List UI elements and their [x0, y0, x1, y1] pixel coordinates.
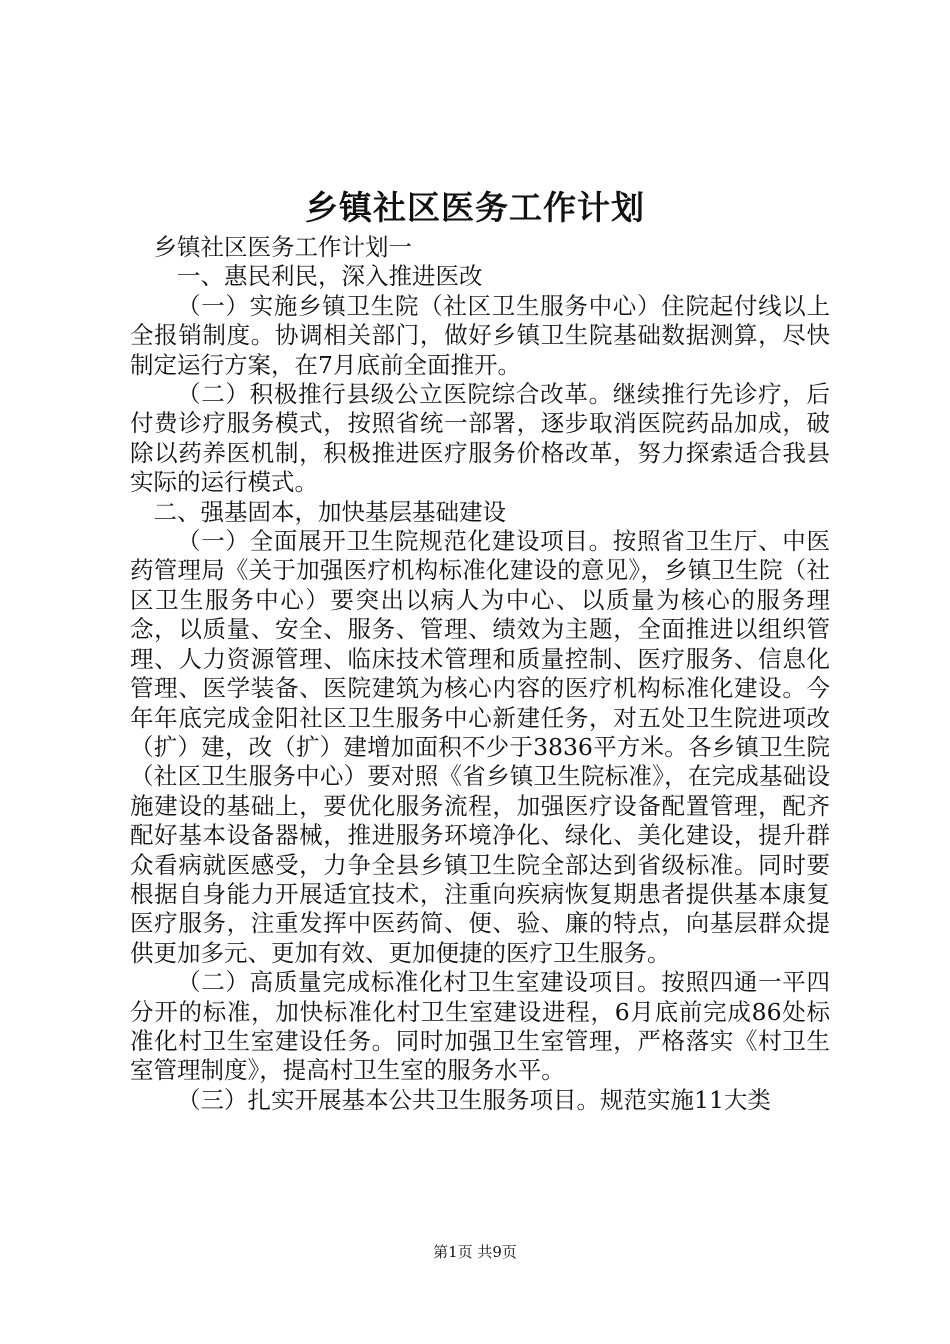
paragraph: （二）积极推行县级公立医院综合改革。继续推行先诊疗，后付费诊疗服务模式，按照省统一部署，逐步取消医院药品加成，破除以药养医机制，积极推进医疗服务价格改革，努力探索适合我县实际的运行模式。 [130, 380, 830, 497]
section-heading-1: 一、惠民利民，深入推进医改 [177, 262, 483, 291]
paragraph: （一）全面展开卫生院规范化建设项目。按照省卫生厅、中医药管理局《关于加强医疗机构标准化建设的意见》，乡镇卫生院（社区卫生服务中心）要突出以病人为中心、以质量为核心的服务理念，以质量、安全、服务、管理、绩效为主题，全面推进以组织管理、人力资源管理、临床技术管理和质量控制、医疗服务、信息化管理、医学装备、医院建筑为核心内容的医疗机构标准化建设。今年年底完成金阳社区卫生服务中心新建任务，对五处卫生院进项改（扩）建，改（扩）建增加面积不少于3836平方米。各乡镇卫生院（社区卫生服务中心）要对照《省乡镇卫生院标准》，在完成基础设施建设的基础上，要优化服务流程，加强医疗设备配置管理，配齐配好基本设备器械，推进服务环境净化、绿化、美化建设，提升群众看病就医感受，力争全县乡镇卫生院全部达到省级标准。同时要根据自身能力开展适宜技术，注重向疾病恢复期患者提供基本康复医疗服务，注重发挥中医药简、便、验、廉的特点，向基层群众提供更加多元、更加有效、更加便捷的医疗卫生服务。 [130, 527, 830, 967]
paragraph-subtitle: 乡镇社区医务工作计划一 [153, 233, 412, 261]
document-title: 乡镇社区医务工作计划 [305, 188, 645, 227]
paragraph: （二）高质量完成标准化村卫生室建设项目。按照四通一平四分开的标准，加快标准化村卫生室建设进程，6月底前完成86处标准化村卫生室建设任务。同时加强卫生室管理，严格落实《村卫生室管理制度》，提高村卫生室的服务水平。 [130, 968, 830, 1085]
page-footer: 第1页 共9页 [433, 1243, 517, 1261]
document-body [130, 233, 830, 1115]
section-heading-2: 二、强基固本，加快基层基础建设 [153, 497, 506, 526]
paragraph: （一）实施乡镇卫生院（社区卫生服务中心）住院起付线以上全报销制度。协调相关部门，做好乡镇卫生院基础数据测算，尽快制定运行方案，在7月底前全面推开。 [130, 291, 830, 379]
paragraph: （三）扎实开展基本公共卫生服务项目。规范实施11大类 [177, 1085, 771, 1114]
